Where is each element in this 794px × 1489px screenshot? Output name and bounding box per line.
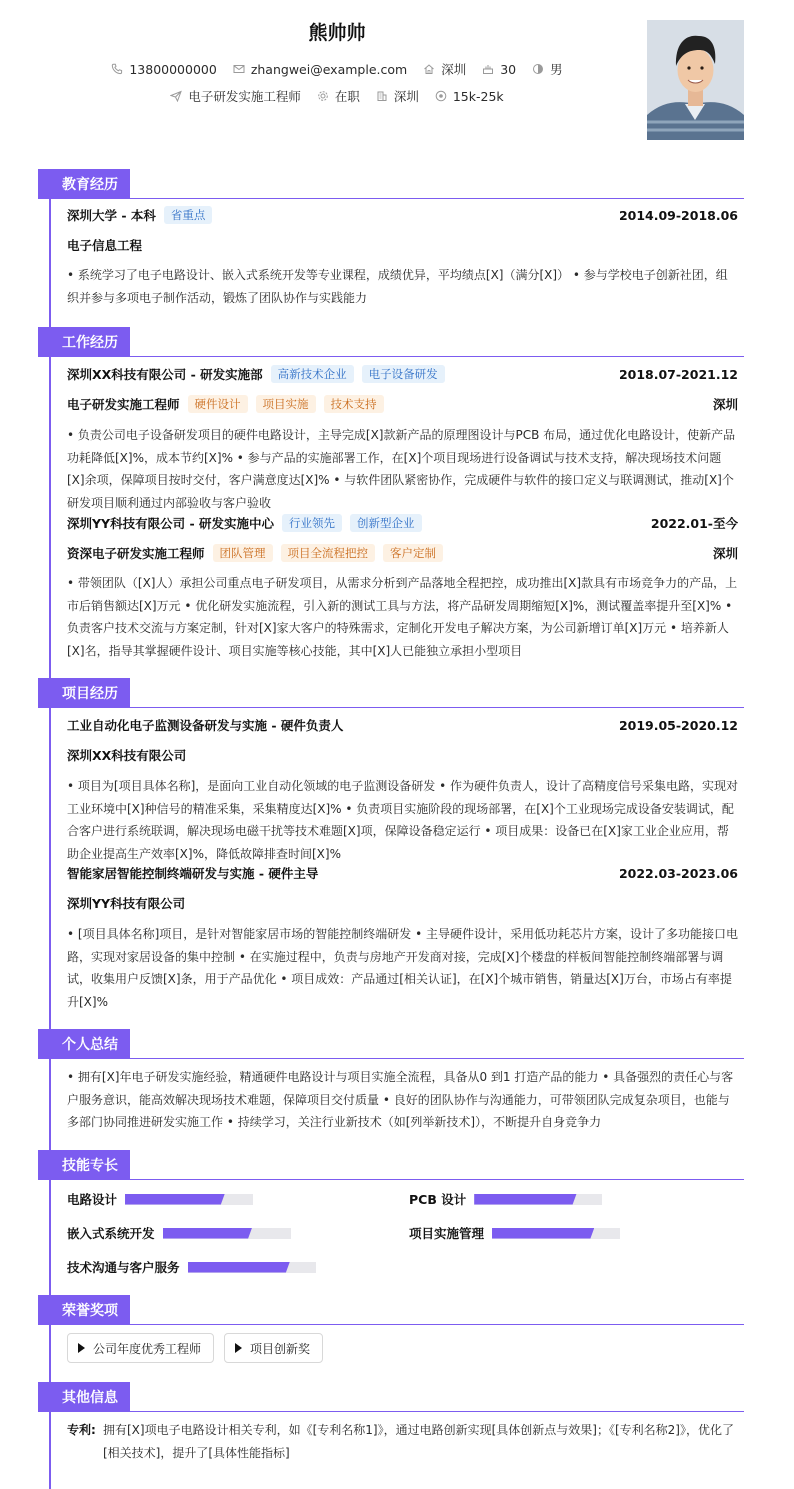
skill-name: 技术沟通与客户服务 (67, 1260, 180, 1275)
timeline-bar (49, 170, 51, 1489)
award-name: 项目创新奖 (250, 1341, 311, 1356)
skill-name: 电路设计 (67, 1192, 118, 1207)
section-divider (38, 1411, 744, 1412)
job-2-role: 资深电子研发实施工程师 (67, 546, 205, 561)
section-awards-title: 荣誉奖项 (38, 1295, 130, 1324)
education-header-row (67, 206, 738, 224)
email-icon (233, 63, 245, 75)
send-icon (170, 90, 182, 102)
project-1-title: 工业自动化电子监测设备研发与实施 - 硬件负责人 (67, 718, 344, 733)
project-1-company: 深圳XX科技有限公司 (67, 748, 187, 763)
skill-item (67, 1224, 291, 1242)
skill-bar-fill (125, 1194, 225, 1205)
city-text: 深圳 (441, 62, 467, 77)
school-tag: 省重点 (164, 206, 213, 224)
age-item (482, 62, 516, 77)
job-target-text: 电子研发实施工程师 (188, 89, 301, 104)
home-icon (423, 63, 435, 75)
profile-photo (647, 20, 744, 140)
building-icon (376, 90, 388, 102)
skill-bar-fill (474, 1194, 576, 1205)
gender-icon (532, 63, 544, 75)
skill-item (409, 1190, 602, 1208)
education-period: 2014.09-2018.06 (618, 207, 738, 223)
section-education-title: 教育经历 (38, 169, 130, 198)
job-1-company-row (67, 365, 738, 383)
phone-item (111, 62, 216, 77)
phone-text: 13800000000 (129, 61, 217, 77)
skill-bar-fill (163, 1228, 253, 1239)
section-divider (38, 198, 744, 199)
section-divider (38, 707, 744, 708)
section-summary (38, 1029, 744, 1059)
section-summary-title: 个人总结 (38, 1029, 130, 1058)
award-chip (67, 1333, 214, 1363)
money-icon (435, 90, 447, 102)
section-education (38, 169, 744, 199)
play-icon (235, 1343, 242, 1353)
job-2-role-tag: 团队管理 (213, 544, 273, 562)
job-2-company: 深圳YY科技有限公司 - 研发实施中心 (67, 516, 274, 531)
job-1-role-row (67, 395, 738, 413)
job-target-item (170, 87, 301, 105)
project-1-company-row (67, 746, 738, 764)
status-item (317, 87, 360, 105)
job-1-company-tag: 电子设备研发 (362, 365, 445, 383)
skill-bar (163, 1228, 291, 1239)
section-divider (38, 1058, 744, 1059)
target-city-item (376, 87, 419, 105)
project-1-description: • 项目为[项目具体名称]，是面向工业自动化领域的电子监测设备研发 • 作为硬件负责人，设计了高精度信号采集电路，实现对工业环境中[X]种信号的精准采集，采集精度达[X]% • 负责项目实施阶段的现场部署，在[X]个工业现场完成设备安装调试，配合客户进行系统联调，解决现场电磁干扰等技术难题[X]项，保障设备稳定运行 • 项目成果：设备已在[X]家工业企业应用，帮助企业提高生产效率[X]%，降低故障排查时间[X]% (67, 779, 738, 861)
other-info-key: 专利: (67, 1423, 96, 1437)
award-chip (224, 1333, 323, 1363)
major-name: 电子信息工程 (67, 238, 143, 253)
section-other (38, 1382, 744, 1412)
job-1-city: 深圳 (712, 397, 738, 412)
section-divider (38, 1179, 744, 1180)
skill-item (409, 1224, 620, 1242)
project-2-description: • [项目具体名称]项目，是针对智能家居市场的智能控制终端研发 • 主导硬件设计，采用低功耗芯片方案，设计了多功能接口电路，实现对家居设备的集中控制 • 在实施过程中，负责与房地产开发商对接，完成[X]个楼盘的样板间智能控制终端部署与调试，收集用户反馈[X]条，用于产品优化 • 项目成效：产品通过[相关认证]，在[X]个城市销售，销量达[X]万台，市场占有率提升[X]% (67, 927, 738, 1009)
skill-bar (492, 1228, 620, 1239)
skill-name: 项目实施管理 (409, 1226, 485, 1241)
skill-bar-fill (492, 1228, 594, 1239)
job-1-role-tag: 项目实施 (256, 395, 316, 413)
job-2-role-row (67, 544, 738, 562)
status-text: 在职 (334, 89, 360, 104)
email-item (233, 62, 407, 77)
project-2-period: 2022.03-2023.06 (618, 865, 738, 881)
job-1-company: 深圳XX科技有限公司 - 研发实施部 (67, 367, 263, 382)
skill-item (67, 1258, 316, 1276)
gender-text: 男 (550, 62, 563, 77)
job-2-company-tag: 创新型企业 (350, 514, 422, 532)
job-1-role-tag: 硬件设计 (188, 395, 248, 413)
skill-bar (125, 1194, 253, 1205)
phone-icon (111, 63, 123, 75)
resume-header (0, 0, 794, 150)
contact-row (0, 60, 674, 78)
section-work (38, 327, 744, 357)
project-1-period: 2019.05-2020.12 (618, 717, 738, 733)
section-skills (38, 1150, 744, 1180)
candidate-name: 熊帅帅 (308, 22, 366, 44)
skill-bar (474, 1194, 602, 1205)
project-2-company: 深圳YY科技有限公司 (67, 896, 186, 911)
job-1-company-tag: 高新技术企业 (271, 365, 354, 383)
section-other-title: 其他信息 (38, 1382, 130, 1411)
job-1-role-tag: 技术支持 (324, 395, 384, 413)
job-1-period: 2018.07-2021.12 (618, 366, 738, 382)
school-name: 深圳大学 - 本科 (67, 208, 156, 223)
section-projects (38, 678, 744, 708)
job-2-period: 2022.01-至今 (650, 516, 738, 531)
skill-name: 嵌入式系统开发 (67, 1226, 155, 1241)
section-projects-title: 项目经历 (38, 678, 130, 707)
section-divider (38, 1324, 744, 1325)
other-info-value: 拥有[X]项电子电路设计相关专利，如《[专利名称1]》，通过电路创新实现[具体创新点与效果]；《[专利名称2]》，优化了[相关技术]，提升了[具体性能指标] (103, 1423, 734, 1460)
cake-icon (482, 63, 494, 75)
skill-bar-fill (188, 1262, 290, 1273)
target-city-text: 深圳 (393, 89, 419, 104)
email-text: zhangwei@example.com (250, 61, 408, 77)
project-2-company-row (67, 894, 738, 912)
section-skills-title: 技能专长 (38, 1150, 130, 1179)
salary-text: 15k-25k (452, 88, 504, 104)
project-2-title: 智能家居智能控制终端研发与实施 - 硬件主导 (67, 866, 319, 881)
play-icon (78, 1343, 85, 1353)
award-name: 公司年度优秀工程师 (93, 1341, 202, 1356)
skill-name: PCB 设计 (409, 1192, 467, 1207)
project-1-title-row (67, 716, 738, 734)
settings-icon (317, 90, 329, 102)
city-item (423, 60, 466, 78)
section-work-title: 工作经历 (38, 327, 130, 356)
summary-description: • 拥有[X]年电子研发实施经验，精通硬件电路设计与项目实施全流程，具备从0 到1 打造产品的能力 • 具备强烈的责任心与客户服务意识，能高效解决现场技术难题，保障项目交付质量 • 良好的团队协作与沟通能力，可带领团队完成复杂项目，也能与多部门协同推进研发实施工作 • 持续学习，关注行业新技术（如[列举新技术]），不断提升自身竞争力 (67, 1070, 734, 1129)
gender-item (532, 60, 563, 78)
job-1-description: • 负责公司电子设备研发项目的硬件电路设计，主导完成[X]款新产品的原理图设计与PCB 布局，通过优化电路设计，使新产品功耗降低[X]%，成本节约[X]% • 参与产品的实施部署工作，在[X]个项目现场进行设备调试与技术支持，解决现场技术问题[X]余项，保障项目按时交付，客户满意度达[X]% • 与软件团队紧密协作，完成硬件与软件的接口定义与联调测试，推动[X]个研发项目顺利通过内部验收与客户验收 (67, 428, 736, 510)
section-divider (38, 356, 744, 357)
intention-row (0, 87, 674, 105)
salary-item (435, 89, 504, 104)
other-info-row (67, 1419, 738, 1464)
job-2-description: • 带领团队（[X]人）承担公司重点电子研发项目，从需求分析到产品落地全程把控，成功推出[X]款具有市场竞争力的产品，上市后销售额达[X]万元 • 优化研发实施流程，引入新的测试工具与方法，将产品研发周期缩短[X]%，测试覆盖率提升至[X]% • 负责客户技术交流与方案定制，针对[X]家大客户的特殊需求，定制化开发电子解决方案，为公司新增订单[X]万元 • 培养新人[X]名，指导其掌握硬件设计、项目实施等核心技能，其中[X]人已能独立承担小型项目 (67, 576, 738, 658)
education-description: • 系统学习了电子电路设计、嵌入式系统开发等专业课程，成绩优异，平均绩点[X]（满分[X]） • 参与学校电子创新社团，组织并参与多项电子制作活动，锻炼了团队协作与实践能力 (67, 268, 728, 305)
job-1-role: 电子研发实施工程师 (67, 397, 180, 412)
major-row (67, 236, 738, 254)
age-text: 30 (500, 61, 517, 77)
job-2-role-tag: 客户定制 (383, 544, 443, 562)
skill-item (67, 1190, 253, 1208)
job-2-company-row (67, 514, 738, 532)
section-awards (38, 1295, 744, 1325)
job-2-company-tag: 行业领先 (282, 514, 342, 532)
job-2-city: 深圳 (712, 546, 738, 561)
job-2-role-tag: 项目全流程把控 (281, 544, 376, 562)
skill-bar (188, 1262, 316, 1273)
project-2-title-row (67, 864, 738, 882)
